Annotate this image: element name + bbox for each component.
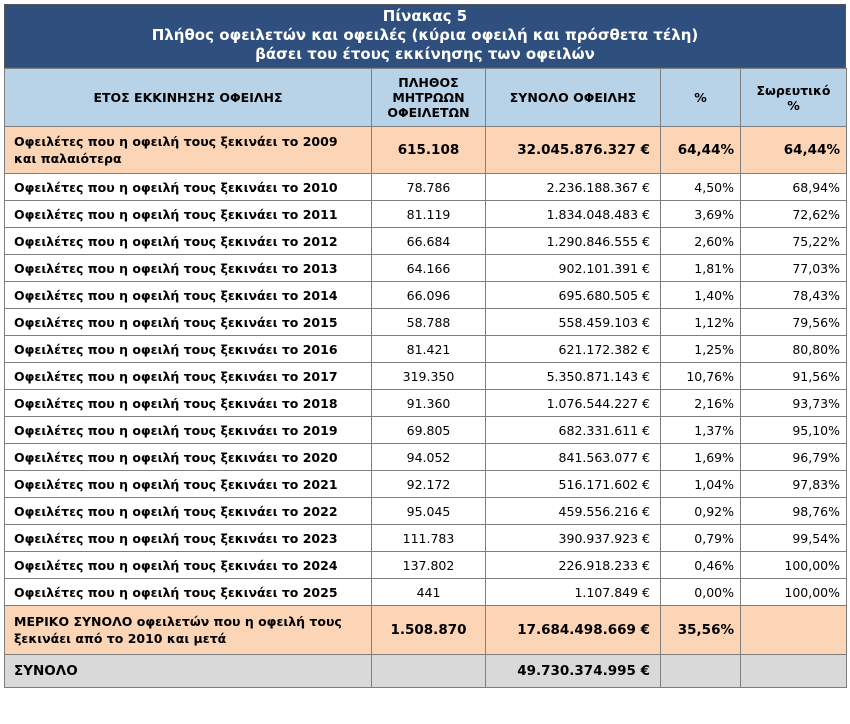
row-pct: 3,69% [661,201,741,228]
row-pct: 64,44% [661,127,741,174]
table-row [5,363,847,390]
row-cum: 93,73% [741,390,847,417]
row-count: 111.783 [372,525,486,552]
header-count: ΠΛΗΘΟΣ ΜΗΤΡΩΩΝ ΟΦΕΙΛΕΤΩΝ [372,69,486,127]
row-pct: 1,12% [661,309,741,336]
row-amount: 902.101.391 € [486,255,661,282]
row-label: Οφειλέτες που η οφειλή τους ξεκινάει το 2015 [5,309,372,336]
row-amount: 226.918.233 € [486,552,661,579]
partial-total-row [5,606,847,655]
row-label: Οφειλέτες που η οφειλή τους ξεκινάει το 2010 [5,174,372,201]
row-label: Οφειλέτες που η οφειλή τους ξεκινάει το 2020 [5,444,372,471]
row-label: Οφειλέτες που η οφειλή τους ξεκινάει το 2023 [5,525,372,552]
row-label: Οφειλέτες που η οφειλή τους ξεκινάει το 2025 [5,579,372,606]
total-label: ΣΥΝΟΛΟ [5,655,372,688]
row-pct: 1,04% [661,471,741,498]
row-amount: 1.076.544.227 € [486,390,661,417]
row-count: 615.108 [372,127,486,174]
row-cum: 100,00% [741,552,847,579]
row-label: Οφειλέτες που η οφειλή τους ξεκινάει το 2018 [5,390,372,417]
partial-amount: 17.684.498.669 € [486,606,661,655]
row-count: 319.350 [372,363,486,390]
table-container [4,4,846,688]
debts-table [4,68,847,688]
table-row [5,309,847,336]
row-amount: 5.350.871.143 € [486,363,661,390]
row-amount: 682.331.611 € [486,417,661,444]
row-cum: 95,10% [741,417,847,444]
row-amount: 841.563.077 € [486,444,661,471]
table-row [5,201,847,228]
row-count: 95.045 [372,498,486,525]
title-line-3: βάσει του έτους εκκίνησης των οφειλών [255,45,595,63]
total-pct-empty [661,655,741,688]
row-pct: 0,46% [661,552,741,579]
row-count: 64.166 [372,255,486,282]
table-row [5,444,847,471]
row-count: 78.786 [372,174,486,201]
partial-pct: 35,56% [661,606,741,655]
table-row [5,228,847,255]
row-count: 94.052 [372,444,486,471]
row-cum: 68,94% [741,174,847,201]
row-cum: 78,43% [741,282,847,309]
table-row [5,390,847,417]
total-amount: 49.730.374.995 € [486,655,661,688]
row-cum: 75,22% [741,228,847,255]
table-row [5,174,847,201]
row-count: 91.360 [372,390,486,417]
row-count: 92.172 [372,471,486,498]
table-row [5,417,847,444]
row-amount: 558.459.103 € [486,309,661,336]
row-label: Οφειλέτες που η οφειλή τους ξεκινάει το 2022 [5,498,372,525]
row-count: 66.096 [372,282,486,309]
table-row [5,579,847,606]
table-row-2009 [5,127,847,174]
row-label: Οφειλέτες που η οφειλή τους ξεκινάει το 2021 [5,471,372,498]
row-amount: 390.937.923 € [486,525,661,552]
row-label: Οφειλέτες που η οφειλή τους ξεκινάει το 2009 και παλαιότερα [5,127,372,174]
row-pct: 2,60% [661,228,741,255]
header-cum: Σωρευτικό % [741,69,847,127]
partial-cum-empty [741,606,847,655]
row-amount: 1.290.846.555 € [486,228,661,255]
header-year: ΕΤΟΣ ΕΚΚΙΝΗΣΗΣ ΟΦΕΙΛΗΣ [5,69,372,127]
row-amount: 695.680.505 € [486,282,661,309]
title-line-2: Πλήθος οφειλετών και οφειλές (κύρια οφειλή και πρόσθετα τέλη) [151,26,699,44]
partial-label: ΜΕΡΙΚΟ ΣΥΝΟΛΟ οφειλετών που η οφειλή τους ξεκινάει από το 2010 και μετά [5,606,372,655]
row-count: 81.421 [372,336,486,363]
row-pct: 1,69% [661,444,741,471]
total-cum-empty [741,655,847,688]
row-cum: 79,56% [741,309,847,336]
row-pct: 10,76% [661,363,741,390]
row-amount: 2.236.188.367 € [486,174,661,201]
table-row [5,255,847,282]
row-label: Οφειλέτες που η οφειλή τους ξεκινάει το 2011 [5,201,372,228]
table-title [4,4,846,68]
row-label: Οφειλέτες που η οφειλή τους ξεκινάει το 2024 [5,552,372,579]
table-row [5,282,847,309]
row-amount: 459.556.216 € [486,498,661,525]
row-pct: 0,79% [661,525,741,552]
row-amount: 1.834.048.483 € [486,201,661,228]
row-cum: 97,83% [741,471,847,498]
total-count-empty [372,655,486,688]
row-cum: 99,54% [741,525,847,552]
row-cum: 77,03% [741,255,847,282]
row-count: 58.788 [372,309,486,336]
title-line-1: Πίνακας 5 [382,7,468,25]
row-label: Οφειλέτες που η οφειλή τους ξεκινάει το 2016 [5,336,372,363]
row-cum: 91,56% [741,363,847,390]
table-row [5,525,847,552]
row-label: Οφειλέτες που η οφειλή τους ξεκινάει το 2014 [5,282,372,309]
row-count: 69.805 [372,417,486,444]
row-cum: 64,44% [741,127,847,174]
row-cum: 98,76% [741,498,847,525]
row-cum: 72,62% [741,201,847,228]
row-amount: 621.172.382 € [486,336,661,363]
row-count: 441 [372,579,486,606]
row-cum: 80,80% [741,336,847,363]
row-label: Οφειλέτες που η οφειλή τους ξεκινάει το 2019 [5,417,372,444]
row-label: Οφειλέτες που η οφειλή τους ξεκινάει το 2017 [5,363,372,390]
row-pct: 0,00% [661,579,741,606]
total-row [5,655,847,688]
row-count: 81.119 [372,201,486,228]
row-label: Οφειλέτες που η οφειλή τους ξεκινάει το 2012 [5,228,372,255]
row-pct: 1,40% [661,282,741,309]
row-amount: 516.171.602 € [486,471,661,498]
row-pct: 1,25% [661,336,741,363]
row-amount: 1.107.849 € [486,579,661,606]
header-row [5,69,847,127]
partial-count: 1.508.870 [372,606,486,655]
row-pct: 0,92% [661,498,741,525]
table-row [5,471,847,498]
row-label: Οφειλέτες που η οφειλή τους ξεκινάει το 2013 [5,255,372,282]
row-pct: 1,81% [661,255,741,282]
header-amount: ΣΥΝΟΛΟ ΟΦΕΙΛΗΣ [486,69,661,127]
header-pct: % [661,69,741,127]
table-row [5,336,847,363]
table-row [5,552,847,579]
row-cum: 96,79% [741,444,847,471]
row-pct: 2,16% [661,390,741,417]
table-row [5,498,847,525]
row-count: 137.802 [372,552,486,579]
row-pct: 4,50% [661,174,741,201]
row-cum: 100,00% [741,579,847,606]
row-pct: 1,37% [661,417,741,444]
row-amount: 32.045.876.327 € [486,127,661,174]
row-count: 66.684 [372,228,486,255]
